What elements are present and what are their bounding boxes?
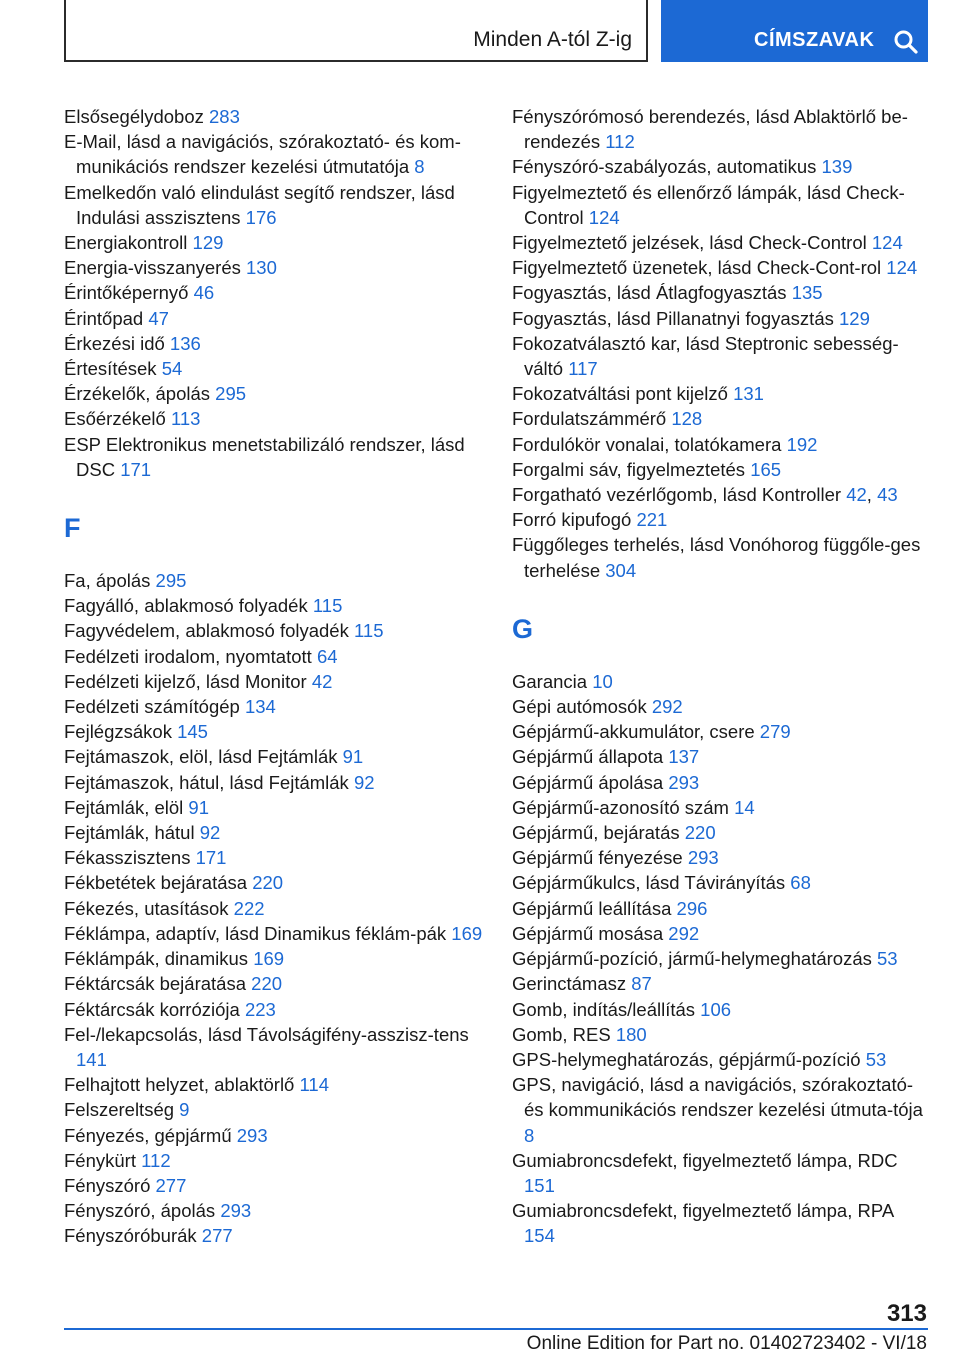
index-entry-text: Értesítések <box>64 358 157 380</box>
index-entry <box>512 255 928 280</box>
index-entry <box>512 669 928 694</box>
page-link[interactable]: 141 <box>76 1048 107 1070</box>
index-entry-text: Elsősegélydoboz <box>64 106 204 127</box>
index-entry <box>512 104 928 154</box>
index-entry-text: Gépjármű, bejáratás <box>512 822 680 844</box>
index-entry-text: Fordulatszámmérő <box>512 408 667 430</box>
page-link[interactable]: 176 <box>245 206 277 228</box>
page-link[interactable]: 43 <box>877 484 898 506</box>
index-column-right <box>512 104 928 1249</box>
page-link[interactable]: 293 <box>220 1200 252 1222</box>
page-link[interactable]: 171 <box>120 458 152 480</box>
index-entry <box>64 744 484 769</box>
index-entry-text: Fogyasztás, lásd Átlagfogyasztás <box>512 282 787 304</box>
index-entry <box>64 406 484 431</box>
index-entry-text: Fedélzeti irodalom, nyomtatott <box>64 645 312 667</box>
index-entry-text: Felhajtott helyzet, ablaktörlő <box>64 1074 295 1096</box>
page-link[interactable]: 296 <box>676 897 708 919</box>
index-entry-text: Fokozatválasztó kar, lásd Steptronic sebesség‐váltó <box>512 332 899 380</box>
index-entry-text: Energiakontroll <box>64 232 188 254</box>
page-link[interactable]: 10 <box>592 670 613 692</box>
index-entry-text: Érintőképernyő <box>64 282 189 304</box>
page-link[interactable]: 137 <box>668 746 700 768</box>
index-entry <box>512 180 928 230</box>
index-entry <box>64 568 484 593</box>
page-link[interactable]: 115 <box>312 595 343 617</box>
section-letter: F <box>64 513 81 544</box>
index-entry-text: Fedélzeti számítógép <box>64 696 240 718</box>
index-entry-text: Fénykürt <box>64 1149 136 1171</box>
index-entry <box>512 306 928 331</box>
index-entry-text: Fényszóróburák <box>64 1225 197 1247</box>
index-entry <box>64 997 484 1022</box>
tab-a-to-z[interactable] <box>64 0 648 62</box>
page-link[interactable]: 139 <box>821 156 853 178</box>
page-link[interactable]: 136 <box>169 332 201 354</box>
index-entry-text: Fényezés, gépjármű <box>64 1124 232 1146</box>
index-entry-text: Gumiabroncsdefekt, figyelmeztető lámpa, RDC <box>512 1149 898 1171</box>
index-entry-text: Féklámpák, dinamikus <box>64 948 249 970</box>
index-entry-text: Gumiabroncsdefekt, figyelmeztető lámpa, RPA <box>512 1200 894 1222</box>
index-entry-text: Fagyvédelem, ablakmosó folyadék <box>64 620 349 642</box>
page-link[interactable]: 8 <box>414 156 425 178</box>
index-entry <box>512 507 928 532</box>
index-column-left <box>64 104 484 1249</box>
index-entry <box>64 280 484 305</box>
index-entry-text: Érzékelők, ápolás <box>64 383 211 405</box>
page-link[interactable]: 295 <box>215 383 247 405</box>
index-entry <box>64 618 484 643</box>
index-entry <box>512 1022 928 1047</box>
index-entry <box>512 331 928 381</box>
index-entry-text: Féktárcsák bejáratása <box>64 973 247 995</box>
index-entry <box>64 1198 484 1223</box>
page-link[interactable]: 117 <box>568 358 598 380</box>
index-entry <box>64 593 484 618</box>
page-link[interactable]: 220 <box>252 872 284 894</box>
index-entry <box>512 432 928 457</box>
header-bar <box>64 0 928 66</box>
page-link[interactable]: 53 <box>877 948 898 970</box>
index-entry <box>64 1148 484 1173</box>
page-link[interactable]: 279 <box>759 721 791 743</box>
index-entry-text: Függőleges terhelés, lásd Vonóhorog függőle‐ges terhelése <box>512 534 921 581</box>
page-link[interactable]: 14 <box>734 796 755 818</box>
index-entry-text: Fedélzeti kijelző, lásd Monitor <box>64 670 307 692</box>
page-link[interactable]: 64 <box>316 645 338 667</box>
tab-keywords-label: CÍMSZAVAK <box>754 29 875 51</box>
index-entry-text: GPS-helymeghatározás, gépjármű-pozíció <box>512 1048 861 1070</box>
index-entry-text: Fényszórómosó berendezés, lásd Ablaktörlő be‐rendezés <box>512 106 908 153</box>
index-entry-text: Gépjármű ápolása <box>512 771 664 793</box>
index-entry <box>512 795 928 820</box>
index-entry <box>512 946 928 971</box>
page-link[interactable]: 129 <box>192 232 224 254</box>
page-link[interactable]: 42 <box>846 484 867 506</box>
index-entry <box>512 845 928 870</box>
footer-edition: Online Edition for Part no. 01402723402 - VI/18 <box>526 1333 927 1354</box>
index-entry <box>512 694 928 719</box>
index-entry-text: Gépjármű állapota <box>512 746 664 768</box>
index-entry-text: Érkezési idő <box>64 332 165 354</box>
index-entry <box>64 946 484 971</box>
index-entry <box>64 694 484 719</box>
page-link[interactable]: 106 <box>700 998 732 1020</box>
index-entry <box>64 770 484 795</box>
page-link[interactable]: 222 <box>233 897 265 919</box>
index-entry <box>512 719 928 744</box>
page-link[interactable]: 292 <box>651 696 683 718</box>
index-entry: Forgatható vezérlőgomb, lásd Kontroller 42, 43 <box>512 484 898 506</box>
index-entry-text: Gépjármű-azonosító szám <box>512 796 729 818</box>
index-entry-text: Fényszóró-szabályozás, automatikus <box>512 156 817 178</box>
page-link[interactable]: 293 <box>687 847 719 869</box>
index-entry-text: Féklámpa, adaptív, lásd Dinamikus féklám‐pák <box>64 922 447 944</box>
index-entry-text: Féktárcsák korróziója <box>64 998 240 1020</box>
index-entry <box>64 1123 484 1148</box>
index-entry-text: Fordulókör vonalai, tolatókamera <box>512 433 782 455</box>
page-link[interactable]: 134 <box>244 696 276 718</box>
page-link[interactable]: 124 <box>871 232 903 254</box>
index-entry <box>64 381 484 406</box>
page-link[interactable]: 169 <box>253 948 285 970</box>
index-entry <box>512 971 928 996</box>
page-link[interactable]: 145 <box>177 721 208 743</box>
index-entry <box>64 1097 484 1122</box>
index-entry-text: Fel-/lekapcsolás, lásd Távolságifény-asszisz‐tens <box>64 1023 469 1045</box>
page-link[interactable]: 293 <box>668 771 700 793</box>
page-link[interactable]: 220 <box>684 822 716 844</box>
page-link[interactable]: 154 <box>524 1225 555 1247</box>
index-entry-text: Garancia <box>512 670 588 692</box>
index-entry <box>512 532 928 582</box>
page-link[interactable]: 130 <box>246 257 277 279</box>
tab-keywords[interactable] <box>661 0 928 62</box>
index-entry <box>512 744 928 769</box>
index-entry-text: Forgatható vezérlőgomb, lásd Kontroller <box>512 484 842 506</box>
index-entry-text: Felszereltség <box>64 1099 175 1121</box>
index-entry-text: Gépjármű mosása <box>512 922 664 944</box>
page-link[interactable]: 53 <box>865 1048 887 1070</box>
page-link[interactable]: 128 <box>671 408 703 430</box>
section-letter: G <box>512 613 534 644</box>
index-entry-text: Fejtámlák, hátul <box>64 822 195 844</box>
page-link[interactable]: 171 <box>195 847 227 869</box>
page-link[interactable]: 112 <box>605 131 635 153</box>
index-entry <box>512 997 928 1022</box>
index-entry <box>512 820 928 845</box>
page-link[interactable]: 151 <box>524 1174 555 1196</box>
search-icon <box>893 29 919 55</box>
index-entry-text: Gépjármű-akkumulátor, csere <box>512 721 755 743</box>
page-link[interactable]: 68 <box>790 872 811 894</box>
page-link[interactable]: 87 <box>631 973 652 995</box>
index-entry <box>512 457 928 482</box>
index-entry-text: Esőérzékelő <box>64 408 166 430</box>
page-link[interactable]: 91 <box>342 746 364 768</box>
index-entry <box>512 870 928 895</box>
index-entry <box>64 669 484 694</box>
index-entry-text: ESP Elektronikus menetstabilizáló rendszer, lásd DSC <box>64 433 465 480</box>
index-entry <box>64 306 484 331</box>
index-entry <box>64 1072 484 1097</box>
index-entry <box>64 356 484 381</box>
index-entry <box>64 129 484 179</box>
page-link[interactable]: 91 <box>188 796 209 818</box>
index-entry <box>64 644 484 669</box>
page-link[interactable]: 180 <box>615 1023 647 1045</box>
index-entry <box>512 154 928 179</box>
index-entry <box>64 180 484 230</box>
index-entry <box>64 971 484 996</box>
page-link[interactable]: 124 <box>886 257 918 279</box>
page-link[interactable]: 9 <box>179 1099 190 1121</box>
page-link[interactable]: 129 <box>839 307 870 329</box>
index-entry-text: Gépjármű-pozíció, jármű-helymeghatározás <box>512 948 872 970</box>
page-link[interactable]: 220 <box>251 973 283 995</box>
index-entry-text: Figyelmeztető jelzések, lásd Check-Control <box>512 232 867 254</box>
index-entry <box>64 921 484 946</box>
index-entry-text: Fejtámaszok, elöl, lásd Fejtámlák <box>64 746 338 768</box>
page-link[interactable]: 8 <box>524 1124 535 1146</box>
index-entry <box>64 1223 484 1248</box>
index-entry <box>512 1148 928 1198</box>
index-entry-text: Emelkedőn való elindulást segítő rendszer, lásd Indulási asszisztens <box>64 181 455 228</box>
page-link[interactable]: 92 <box>353 771 375 793</box>
index-entry <box>64 331 484 356</box>
index-entry-text: Fékbetétek bejáratása <box>64 872 248 894</box>
page-link[interactable]: 124 <box>588 206 620 228</box>
index-entry-text: Gépjármű leállítása <box>512 897 672 919</box>
index-entry <box>64 870 484 895</box>
page-link[interactable]: 169 <box>451 922 483 944</box>
index-entry <box>64 432 484 482</box>
page-link[interactable]: 283 <box>209 106 240 127</box>
index-entry <box>64 230 484 255</box>
index-entry-text: Érintőpad <box>64 307 144 329</box>
index-entry <box>512 1198 928 1248</box>
index-entry-text: Gépjárműkulcs, lásd Távirányítás <box>512 872 786 894</box>
index-entry <box>64 719 484 744</box>
index-entry <box>64 1173 484 1198</box>
index-entry-text: Fékasszisztens <box>64 847 191 869</box>
index-entry <box>512 1072 928 1148</box>
index-entry <box>64 795 484 820</box>
index-entry-text: Fejtámlák, elöl <box>64 796 184 818</box>
page-link[interactable]: 92 <box>199 822 221 844</box>
index-entry-text: Gépi autómosók <box>512 696 647 718</box>
index-entry <box>512 1047 928 1072</box>
index-entry-text: GPS, navigáció, lásd a navigációs, szórakoztató- és kommunikációs rendszer kezelési útmuta‐tója <box>512 1074 923 1121</box>
index-entry-text: Fényszóró, ápolás <box>64 1200 216 1222</box>
index-entry <box>64 104 484 129</box>
page-link[interactable]: 223 <box>244 998 276 1020</box>
index-entry-text: Gerinctámasz <box>512 973 627 995</box>
page-link[interactable]: 42 <box>311 670 333 692</box>
index-entry-text: Fa, ápolás <box>64 570 151 592</box>
index-entry <box>64 820 484 845</box>
page-link[interactable]: 115 <box>354 620 384 642</box>
index-entry-text: Fagyálló, ablakmosó folyadék <box>64 595 308 617</box>
index-entry-text: Energia-visszanyerés <box>64 257 241 279</box>
index-entry <box>512 230 928 255</box>
page-link[interactable]: 54 <box>161 358 183 380</box>
index-entry-text: Fogyasztás, lásd Pillanatnyi fogyasztás <box>512 307 834 329</box>
index-entry-text: Fényszóró <box>64 1174 151 1196</box>
index-entry-text: E-Mail, lásd a navigációs, szórakoztató- és kom‐munikációs rendszer kezelési útmutatója <box>64 131 461 178</box>
index-entry <box>512 896 928 921</box>
index-entry-text: Figyelmeztető és ellenőrző lámpák, lásd Check-Control <box>512 181 905 228</box>
page-link[interactable]: 113 <box>170 408 201 430</box>
page-link[interactable]: 293 <box>236 1124 268 1146</box>
index-entry-text: Fejlégzsákok <box>64 721 172 743</box>
page-link[interactable]: 277 <box>201 1225 233 1247</box>
index-entry <box>512 770 928 795</box>
index-entry <box>512 921 928 946</box>
page-link[interactable]: 46 <box>193 282 215 304</box>
page-link[interactable]: 295 <box>155 570 187 592</box>
footer-divider <box>64 1328 928 1330</box>
index-entry-text: Fejtámaszok, hátul, lásd Fejtámlák <box>64 771 349 793</box>
index-entry <box>64 1022 484 1072</box>
index-entry <box>64 896 484 921</box>
page-link[interactable]: 114 <box>299 1074 329 1096</box>
index-entry-text: Forró kipufogó <box>512 509 632 531</box>
page-link[interactable]: 131 <box>733 383 764 405</box>
page-link[interactable]: 165 <box>750 458 782 480</box>
page-link[interactable]: 135 <box>791 282 823 304</box>
index-entry-text: Gépjármű fényezése <box>512 847 683 869</box>
index-entry-text: Gomb, RES <box>512 1023 611 1045</box>
index-entry <box>512 280 928 305</box>
page-link[interactable]: 277 <box>155 1174 187 1196</box>
page-link[interactable]: 192 <box>786 433 818 455</box>
page-link[interactable]: 47 <box>148 307 169 329</box>
index-entry-text: Figyelmeztető üzenetek, lásd Check-Cont‐rol <box>512 257 882 279</box>
page-link[interactable]: 221 <box>636 509 668 531</box>
index-entry-text: Gomb, indítás/leállítás <box>512 998 696 1020</box>
index-entry-text: Fékezés, utasítások <box>64 897 229 919</box>
page-link[interactable]: 292 <box>668 922 700 944</box>
index-entry <box>64 255 484 280</box>
page-link[interactable]: 112 <box>141 1149 171 1171</box>
index-entry <box>64 845 484 870</box>
tab-a-to-z-label: Minden A-tól Z-ig <box>473 28 632 51</box>
index-entry-text: Fokozatváltási pont kijelző <box>512 383 728 405</box>
index-entry-text: Forgalmi sáv, figyelmeztetés <box>512 458 746 480</box>
index-entry <box>512 381 928 406</box>
index-entry <box>512 406 928 431</box>
page-link[interactable]: 304 <box>605 559 637 581</box>
page-number: 313 <box>886 1300 927 1327</box>
